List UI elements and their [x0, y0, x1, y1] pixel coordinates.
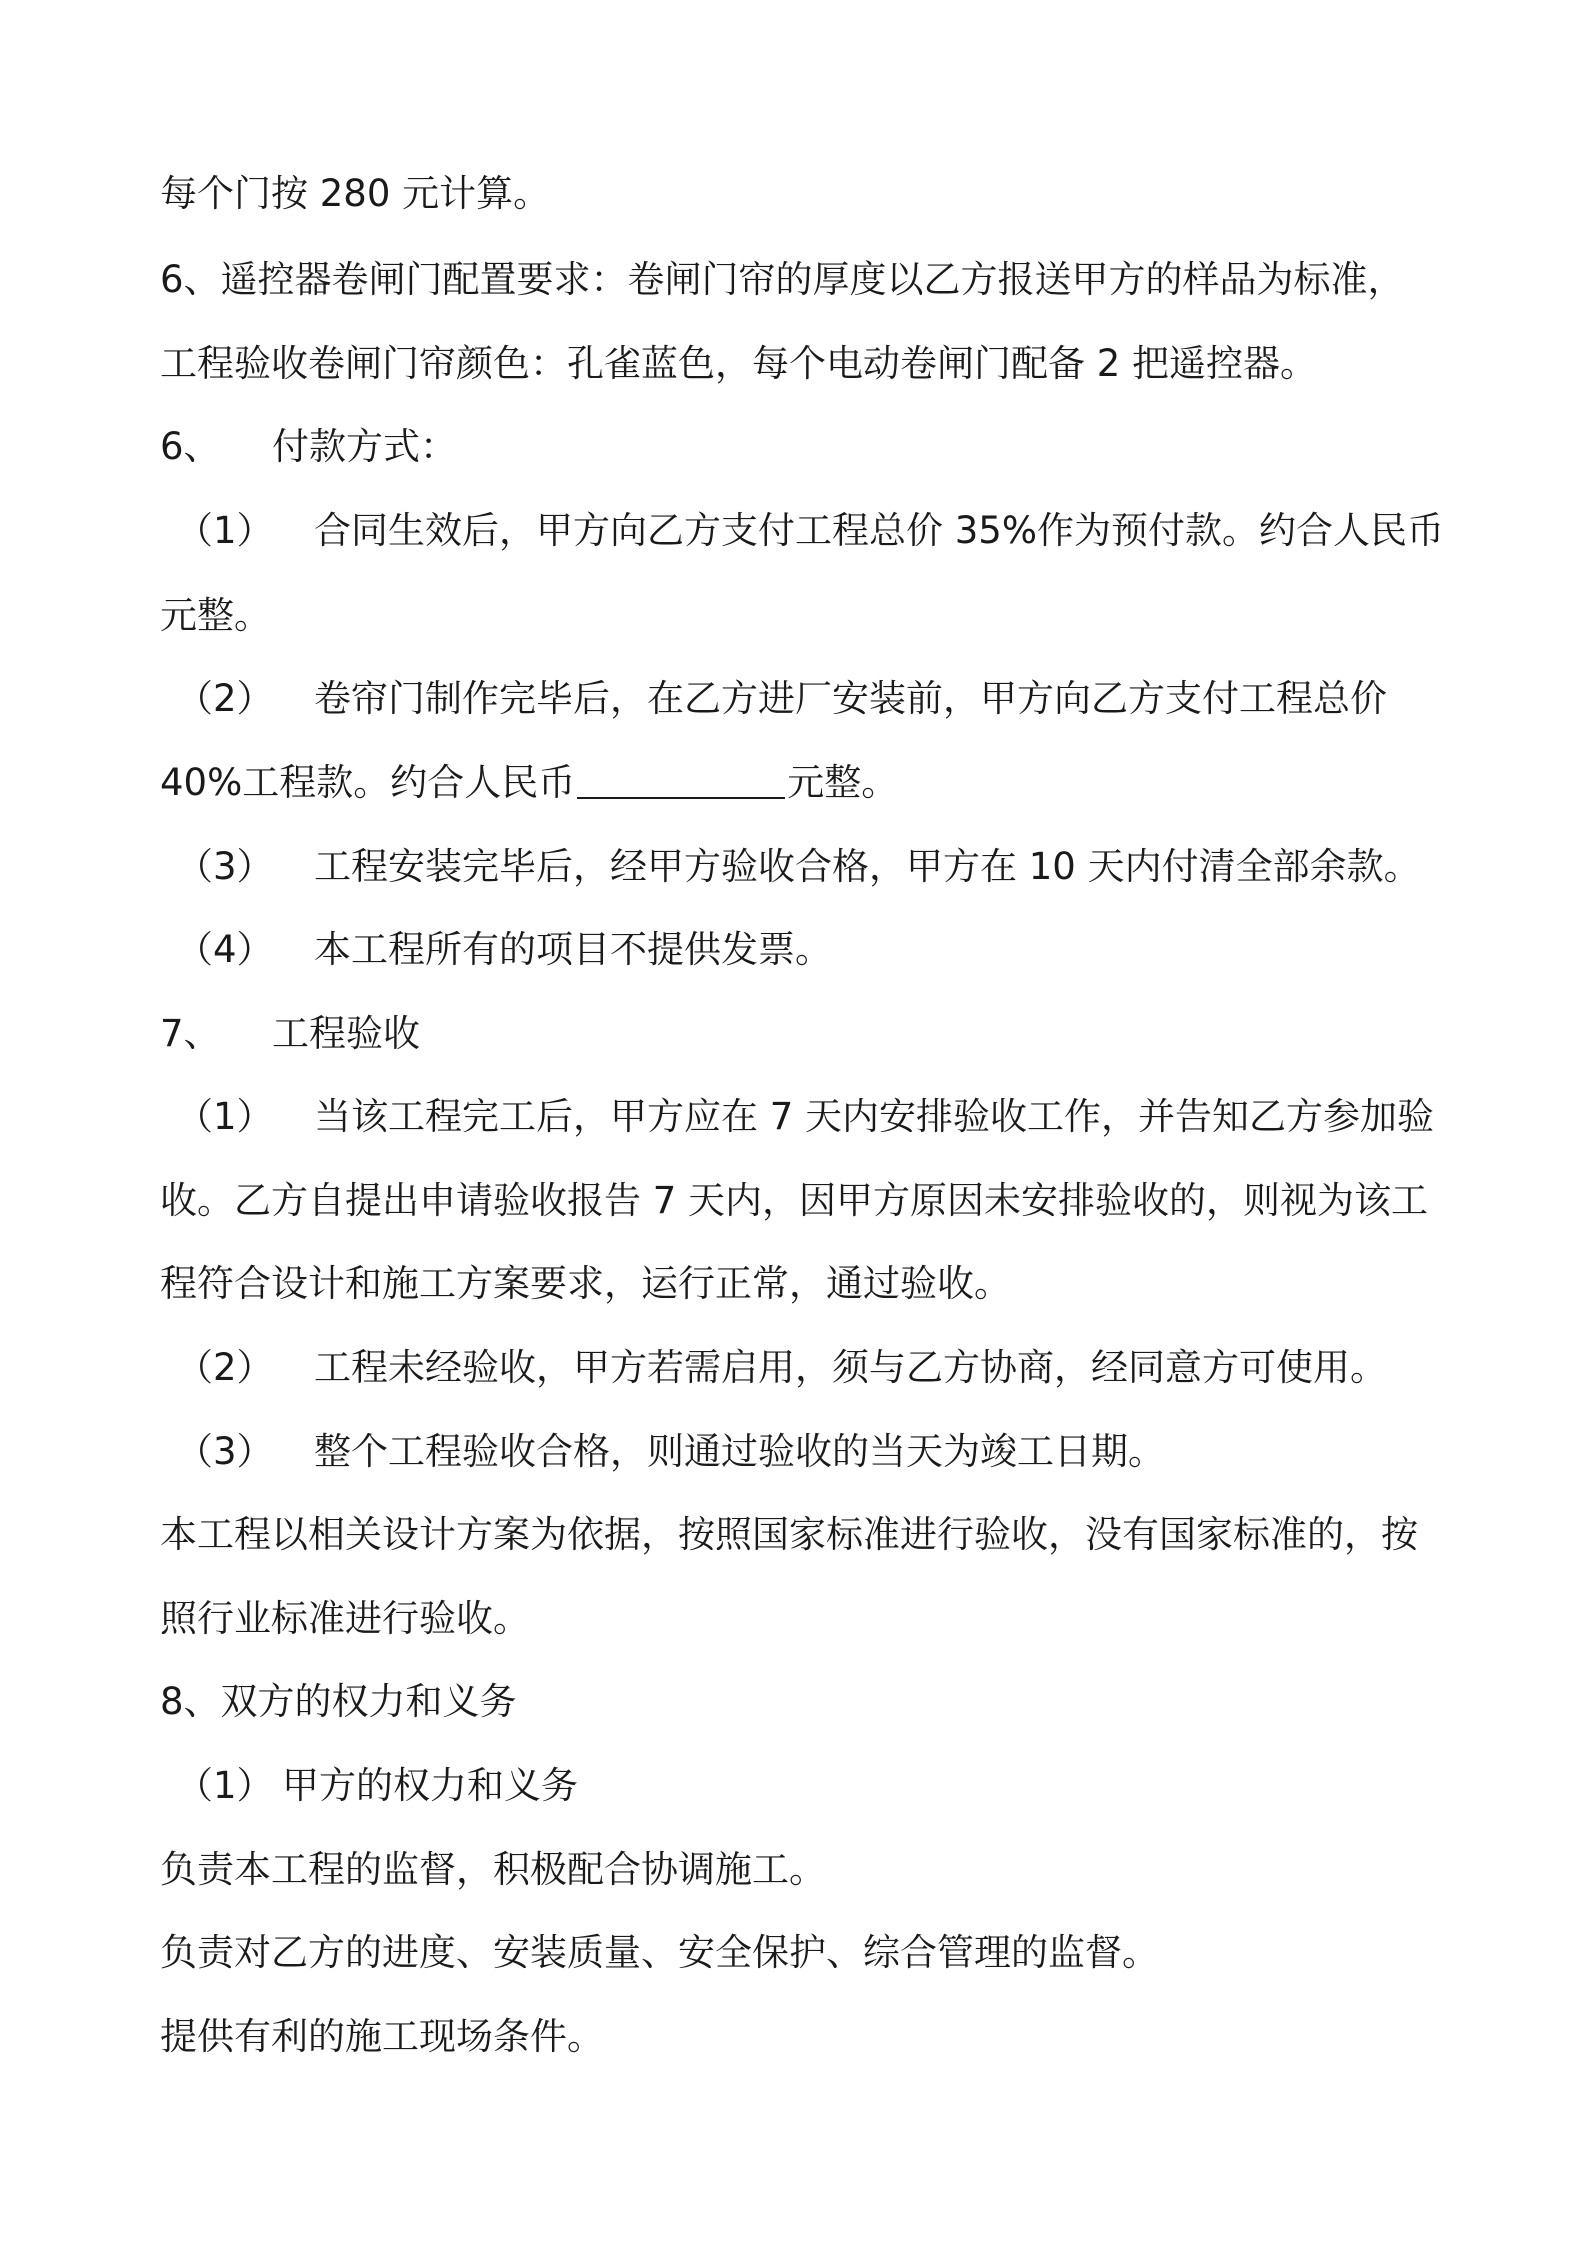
list-item: （3） 整个工程验收合格，则通过验收的当天为竣工日期。 [176, 1428, 1165, 1476]
section-heading: 6、 付款方式： [160, 423, 457, 471]
list-item: （1） 甲方的权力和义务 [176, 1762, 578, 1810]
section-number: 6、 [160, 425, 221, 468]
item-number: （1） [176, 1095, 274, 1138]
item-number: （1） [176, 509, 274, 552]
list-item: （4） 本工程所有的项目不提供发票。 [176, 926, 832, 974]
text-line: 提供有利的施工现场条件。 [160, 2015, 604, 2058]
list-item: （3） 工程安装完毕后，经甲方验收合格，甲方在 10 天内付清全部余款。 [176, 843, 1421, 891]
text-line: 6、遥控器卷闸门配置要求：卷闸门帘的厚度以乙方报送甲方的样品为标准， [160, 258, 1405, 301]
item-number: （3） [176, 1430, 274, 1473]
item-number: （1） [176, 1764, 274, 1807]
item-number: （2） [176, 677, 274, 720]
text-line: 负责对乙方的进度、安装质量、安全保护、综合管理的监督。 [160, 1931, 1159, 1974]
amount-blank-underline [577, 761, 785, 799]
text-line: 工程验收卷闸门帘颜色：孔雀蓝色，每个电动卷闸门配备 2 把遥控器。 [160, 342, 1318, 385]
section-heading: 8、双方的权力和义务 [160, 1680, 517, 1723]
list-item: （2） 工程未经验收，甲方若需启用，须与乙方协商，经同意方可使用。 [176, 1344, 1387, 1392]
text-line: 40%工程款。约合人民币 元整。 [160, 761, 899, 804]
item-number: （2） [176, 1346, 274, 1389]
text-line: 照行业标准进行验收。 [160, 1597, 530, 1640]
text-line: 本工程以相关设计方案为依据，按照国家标准进行验收，没有国家标准的，按 [160, 1513, 1418, 1556]
text-line: 每个门按 280 元计算。 [160, 172, 551, 215]
section-heading: 7、 工程验收 [160, 1010, 420, 1058]
item-number: （3） [176, 845, 274, 888]
text-line: 元整。 [160, 594, 271, 637]
list-item: （1） 当该工程完工后，甲方应在 7 天内安排验收工作，并告知乙方参加验 [176, 1093, 1434, 1141]
text-line: 收。乙方自提出申请验收报告 7 天内，因甲方原因未安排验收的，则视为该工 [160, 1179, 1429, 1222]
text-line: 负责本工程的监督，积极配合协调施工。 [160, 1848, 826, 1891]
text-line: 程符合设计和施工方案要求，运行正常，通过验收。 [160, 1262, 1011, 1305]
list-item: （1） 合同生效后，甲方向乙方支付工程总价 35%作为预付款。约合人民币 [176, 507, 1444, 555]
item-number: （4） [176, 928, 274, 971]
list-item: （2） 卷帘门制作完毕后，在乙方进厂安装前，甲方向乙方支付工程总价 [176, 675, 1387, 723]
section-number: 7、 [160, 1012, 221, 1055]
